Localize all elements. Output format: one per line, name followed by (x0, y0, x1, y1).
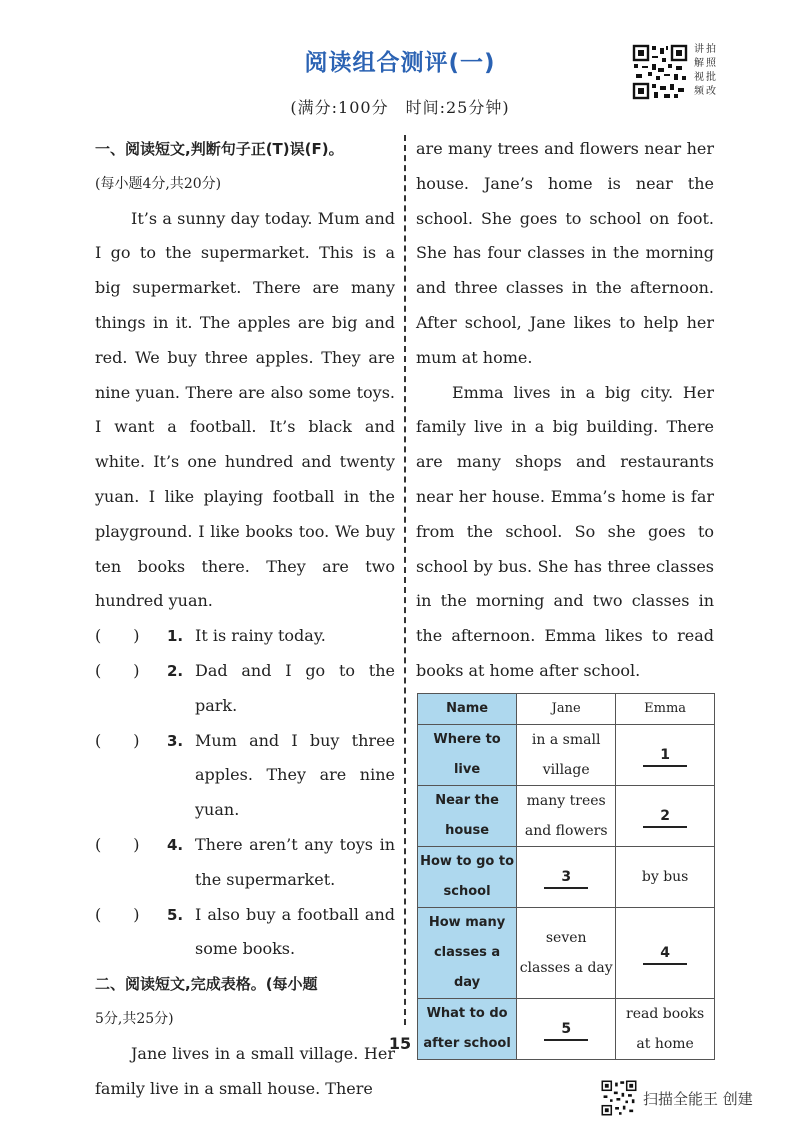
emma-cell[interactable] (616, 786, 715, 847)
question-5 (95, 898, 395, 968)
section1-passage: It’s a sunny day today. Mum and I go to the supermarket. This is a big supermarket. There are many things in it. The apples are big and red. We buy three apples. They are nine yuan. There are also some toys. I want a football. It’s black and white. It’s one hundred and twenty yuan. I like playing football in the playground. I like books too. We buy ten books there. They are two hundred yuan. (95, 208, 395, 611)
qr-code-icon (601, 1080, 637, 1116)
answer-blank-4[interactable]: ( ) (95, 834, 140, 854)
question-number: 2. (167, 661, 184, 680)
jane-cell[interactable] (517, 847, 616, 908)
answer-blank[interactable]: 1 (643, 745, 687, 767)
page-title: 阅读组合测评(一) (304, 50, 496, 76)
scanner-watermark: 扫描全能王 创建 (643, 1090, 753, 1108)
answer-blank[interactable]: 4 (643, 943, 687, 965)
section2-heading: 二、阅读短文,完成表格。(每小题 (95, 975, 318, 994)
answer-blank[interactable]: 2 (643, 806, 687, 828)
table-row (418, 725, 715, 786)
left-column (95, 132, 395, 1106)
table-row (418, 847, 715, 908)
answer-blank[interactable]: 3 (544, 867, 588, 889)
column-divider (404, 135, 406, 1025)
info-table (417, 693, 715, 1060)
question-text: I also buy a football and some books. (195, 904, 395, 959)
emma-passage: Emma lives in a big city. Her family live in a big building. There are many shops and restaurants near her house. Emma’s home is far from the school. So she goes to school by bus. She has three classes in the morning and two classes in the afternoon. Emma likes to read books at home after school. (416, 382, 714, 680)
question-number: 1. (167, 627, 184, 646)
answer-blank[interactable]: 5 (544, 1019, 588, 1041)
emma-cell: by bus (616, 847, 715, 908)
section1-heading: 一、阅读短文,判断句子正(T)误(F)。 (95, 140, 344, 158)
section2-passage-start: Jane lives in a small village. Her family live in a small house. There (95, 1043, 395, 1098)
header-jane: Jane (517, 694, 616, 725)
table-row (418, 908, 715, 999)
section1-note: (每小题4分,共20分) (95, 175, 222, 192)
question-number: 3. (167, 731, 184, 750)
row-label: How many classes a day (418, 908, 517, 999)
question-text: It is rainy today. (195, 626, 326, 646)
section2-note: 5分,共25分) (95, 1010, 174, 1027)
qr-code-icon[interactable] (632, 44, 688, 100)
row-label: Where to live (418, 725, 517, 786)
question-text: Mum and I buy three apples. They are nine yuan. (195, 730, 395, 820)
jane-cell: many trees and flowers (517, 786, 616, 847)
question-2 (95, 654, 395, 724)
question-number: 4. (167, 835, 184, 854)
emma-cell: read books at home (616, 999, 715, 1060)
question-1 (95, 619, 395, 654)
row-label: Near the house (418, 786, 517, 847)
table-row (418, 786, 715, 847)
row-label: What to do after school (418, 999, 517, 1060)
question-text: Dad and I go to the park. (195, 660, 395, 715)
question-3 (95, 724, 395, 828)
question-4 (95, 828, 395, 898)
question-number: 5. (167, 905, 184, 924)
jane-passage: are many trees and flowers near her house. Jane’s home is near the school. She goes to school on foot. She has four classes in the morning and three classes in the afternoon. After school, Jane likes to help her mum at home. (416, 139, 714, 367)
answer-blank-5[interactable]: ( ) (95, 904, 140, 924)
header-name: Name (418, 694, 517, 725)
jane-cell: in a small village (517, 725, 616, 786)
table-header-row (418, 694, 715, 725)
answer-blank-2[interactable]: ( ) (95, 660, 140, 680)
header-emma: Emma (616, 694, 715, 725)
right-column (416, 132, 714, 689)
jane-cell: seven classes a day (517, 908, 616, 999)
row-label: How to go to school (418, 847, 517, 908)
question-text: There aren’t any toys in the supermarket. (195, 834, 395, 889)
answer-blank-3[interactable]: ( ) (95, 730, 140, 750)
page-subtitle: (满分:100分 时间:25分钟) (290, 98, 510, 117)
qr-label: 讲 解 视 频 拍 照 批 改 (694, 44, 716, 97)
answer-blank-1[interactable]: ( ) (95, 626, 140, 646)
page-number: 15 (388, 1034, 412, 1053)
emma-cell[interactable] (616, 725, 715, 786)
emma-cell[interactable] (616, 908, 715, 999)
